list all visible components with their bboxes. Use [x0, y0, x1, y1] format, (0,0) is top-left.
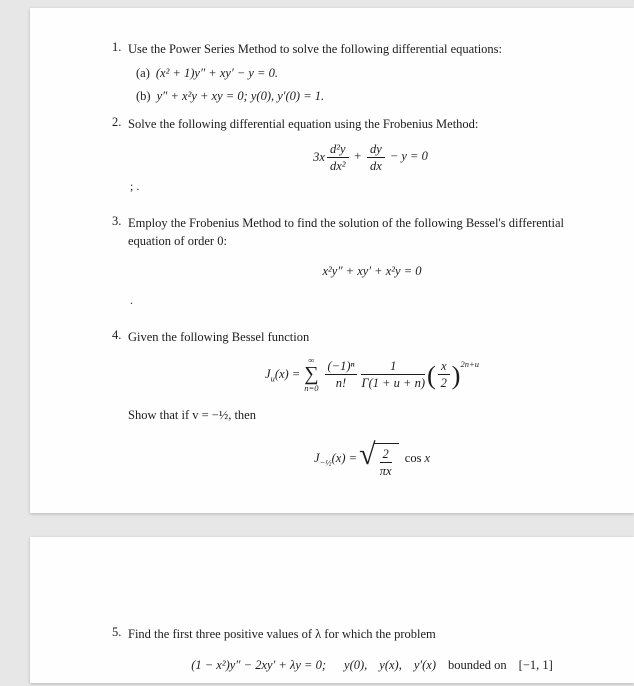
lhs-rest: (x) =	[331, 450, 358, 465]
problem-1-text: Use the Power Series Method to solve the following differential equations:	[128, 42, 502, 56]
problem-2-number: 2.	[112, 115, 122, 130]
condition-1: y(0),	[344, 658, 368, 673]
subscript-minus-half: −½	[319, 457, 332, 468]
problem-1-body	[128, 40, 616, 105]
problem-1a	[136, 64, 616, 82]
problem-3-body	[128, 214, 616, 318]
sum-upper-limit: ∞	[308, 354, 315, 365]
identity-lhs	[313, 450, 358, 468]
stray-text: ; .	[130, 179, 140, 194]
problem-4-number: 4.	[112, 327, 122, 342]
problem-1a-equation: (x² + 1)y″ + xy′ − y = 0.	[155, 66, 278, 81]
fraction	[367, 142, 385, 174]
cos-argument: x	[424, 450, 431, 465]
fraction	[380, 447, 392, 479]
fraction-numerator: 1	[361, 359, 425, 375]
problem-1	[112, 40, 616, 105]
fraction-denominator: Γ(1 + u + n)	[361, 376, 426, 391]
problem-5-body	[128, 625, 616, 679]
fraction-denominator: 2	[440, 376, 447, 391]
parenthesized-power	[427, 358, 479, 391]
sum-lower-limit: n=0	[304, 383, 319, 394]
fraction	[327, 142, 349, 174]
problem-3	[112, 214, 616, 318]
problem-3-text-line1: Employ the Frobenius Method to find the solution of the following Bessel's differential	[128, 216, 564, 231]
radical-icon: √	[359, 437, 376, 471]
bounded-on-text: bounded on	[447, 658, 507, 673]
bessel-identity-equation	[128, 437, 616, 479]
condition-2: y(x),	[379, 658, 402, 673]
problem-5-number: 5.	[112, 625, 122, 639]
equation-tail: − y = 0	[389, 149, 428, 164]
problem-4-text: Given the following Bessel function	[128, 329, 310, 344]
subscript-u: u	[270, 373, 275, 384]
sigma-icon: ∑	[304, 363, 319, 386]
fraction-numerator: 2	[380, 447, 392, 463]
square-root	[359, 437, 399, 479]
condition-3: y′(x)	[413, 658, 436, 673]
bessel-order0-equation	[128, 263, 616, 279]
fraction-denominator: n!	[335, 376, 347, 391]
document-page-1	[30, 8, 634, 513]
fraction-numerator: x	[438, 359, 450, 375]
stray-text: .	[130, 292, 133, 307]
problem-4-show-text: Show that if v = −½, then	[128, 407, 256, 422]
function-J: J	[265, 366, 271, 381]
equation: x²y″ + xy′ + x²y = 0	[322, 263, 422, 278]
lhs-rest: (x) =	[274, 366, 301, 381]
problem-5	[112, 625, 616, 679]
problem-1a-label: (a)	[136, 66, 150, 81]
fraction-numerator: (−1)ⁿ	[325, 359, 358, 375]
plus-operator: +	[353, 149, 362, 164]
fraction-numerator: dy	[367, 142, 385, 158]
problem-3-text-line2: equation of order 0:	[128, 234, 227, 249]
summation-symbol	[304, 356, 318, 394]
fraction-denominator: πx	[379, 464, 392, 479]
equation-coefficient: 3x	[313, 149, 325, 164]
problem-4	[112, 328, 616, 485]
function-J: J	[313, 450, 320, 465]
close-paren: )	[451, 359, 461, 390]
problem-1b	[136, 87, 616, 105]
sturm-liouville-equation	[128, 657, 616, 673]
open-paren: (	[427, 359, 436, 390]
problem-1b-equation: y″ + x²y + xy = 0; y(0), y′(0) = 1.	[156, 89, 325, 104]
equation-main: (1 − x²)y″ − 2xy′ + λy = 0;	[191, 658, 327, 673]
problem-2-text: Solve the following differential equation using the Frobenius Method:	[128, 117, 479, 132]
problem-1-number: 1.	[112, 40, 122, 54]
radicand	[374, 443, 399, 479]
frobenius-display-equation	[128, 142, 616, 174]
problem-1b-label: (b)	[136, 89, 151, 104]
fraction	[325, 359, 358, 391]
bessel-lhs	[265, 366, 301, 384]
bessel-series-equation	[128, 356, 616, 394]
problem-2	[112, 115, 616, 204]
fraction	[361, 359, 425, 391]
problem-4-body	[128, 328, 616, 485]
cos-function: cos	[404, 450, 422, 465]
interval: [−1, 1]	[518, 658, 553, 673]
fraction-numerator: d²y	[327, 142, 349, 158]
problem-3-number: 3.	[112, 214, 122, 229]
problem-2-body	[128, 115, 616, 204]
fraction	[438, 359, 450, 391]
fraction-denominator: dx²	[329, 158, 346, 173]
problem-5-text: Find the first three positive values of λ for which the problem	[128, 627, 436, 641]
pdf-viewport	[0, 8, 634, 686]
document-page-2	[30, 537, 634, 683]
fraction-denominator: dx	[369, 158, 382, 173]
exponent: 2n+u	[460, 358, 479, 369]
